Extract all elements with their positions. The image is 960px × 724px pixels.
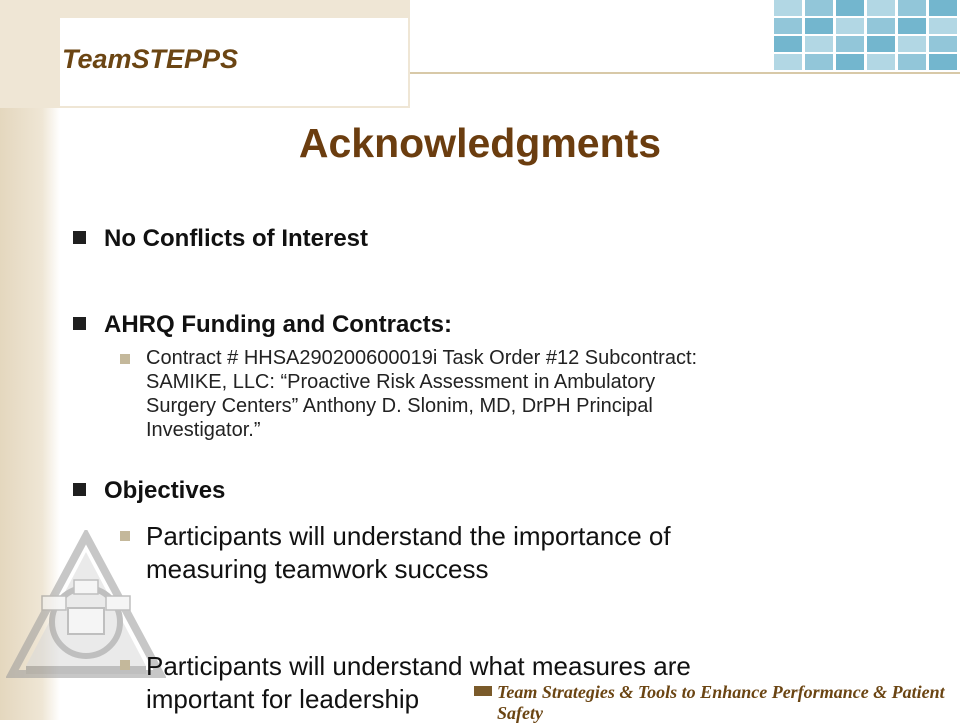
contract-detail: [146, 346, 836, 442]
grid-tile: [898, 54, 926, 70]
objective-item: [146, 520, 866, 586]
grid-tiles-decoration: [770, 0, 960, 74]
grid-tile: [867, 18, 895, 34]
contract-line: Contract # HHSA290200600019i Task Order #12 Subcontract:: [146, 347, 698, 369]
contract-line: Investigator.”: [146, 419, 261, 441]
objective-line: important for leadership: [146, 684, 420, 714]
grid-tile: [836, 36, 864, 52]
objective-line: Participants will understand the importance of: [146, 521, 671, 551]
contract-line: SAMIKE, LLC: “Proactive Risk Assessment in Ambulatory: [146, 371, 656, 393]
grid-tile: [867, 54, 895, 70]
grid-tile: [898, 36, 926, 52]
grid-tile: [929, 18, 957, 34]
bullet-ahrq-funding: AHRQ Funding and Contracts:: [104, 311, 452, 338]
square-bullet-icon: [73, 231, 86, 244]
grid-tile: [836, 0, 864, 16]
grid-tile: [774, 36, 802, 52]
grid-tile: [836, 54, 864, 70]
grid-tile: [929, 36, 957, 52]
grid-tile: [929, 54, 957, 70]
objective-line: Participants will understand what measures are: [146, 651, 691, 681]
square-bullet-icon: [120, 660, 130, 670]
grid-tile: [774, 0, 802, 16]
grid-tile: [898, 0, 926, 16]
objective-line: measuring teamwork success: [146, 554, 489, 584]
square-bullet-icon: [120, 354, 130, 364]
footer-tagline: Team Strategies & Tools to Enhance Performance & Patient Safety: [497, 682, 945, 723]
bullet-objectives: Objectives: [104, 477, 226, 504]
grid-tile: [867, 0, 895, 16]
grid-tile: [805, 54, 833, 70]
footer-rule: [474, 686, 492, 696]
grid-tile: [805, 0, 833, 16]
square-bullet-icon: [73, 483, 86, 496]
square-bullet-icon: [73, 317, 86, 330]
grid-tile: [805, 18, 833, 34]
grid-tile: [836, 18, 864, 34]
contract-line: Surgery Centers” Anthony D. Slonim, MD, DrPH Principal: [146, 395, 653, 417]
grid-tile: [898, 18, 926, 34]
bullet-no-conflicts: No Conflicts of Interest: [104, 225, 369, 252]
slide-title: Acknowledgments: [298, 120, 662, 166]
teamstepps-triangle-logo-icon: [6, 530, 166, 680]
grid-tile: [774, 18, 802, 34]
grid-tile: [774, 54, 802, 70]
brand-logo-text: TeamSTEPPS: [62, 44, 239, 74]
grid-tile: [867, 36, 895, 52]
grid-tile: [805, 36, 833, 52]
grid-tile: [929, 0, 957, 16]
